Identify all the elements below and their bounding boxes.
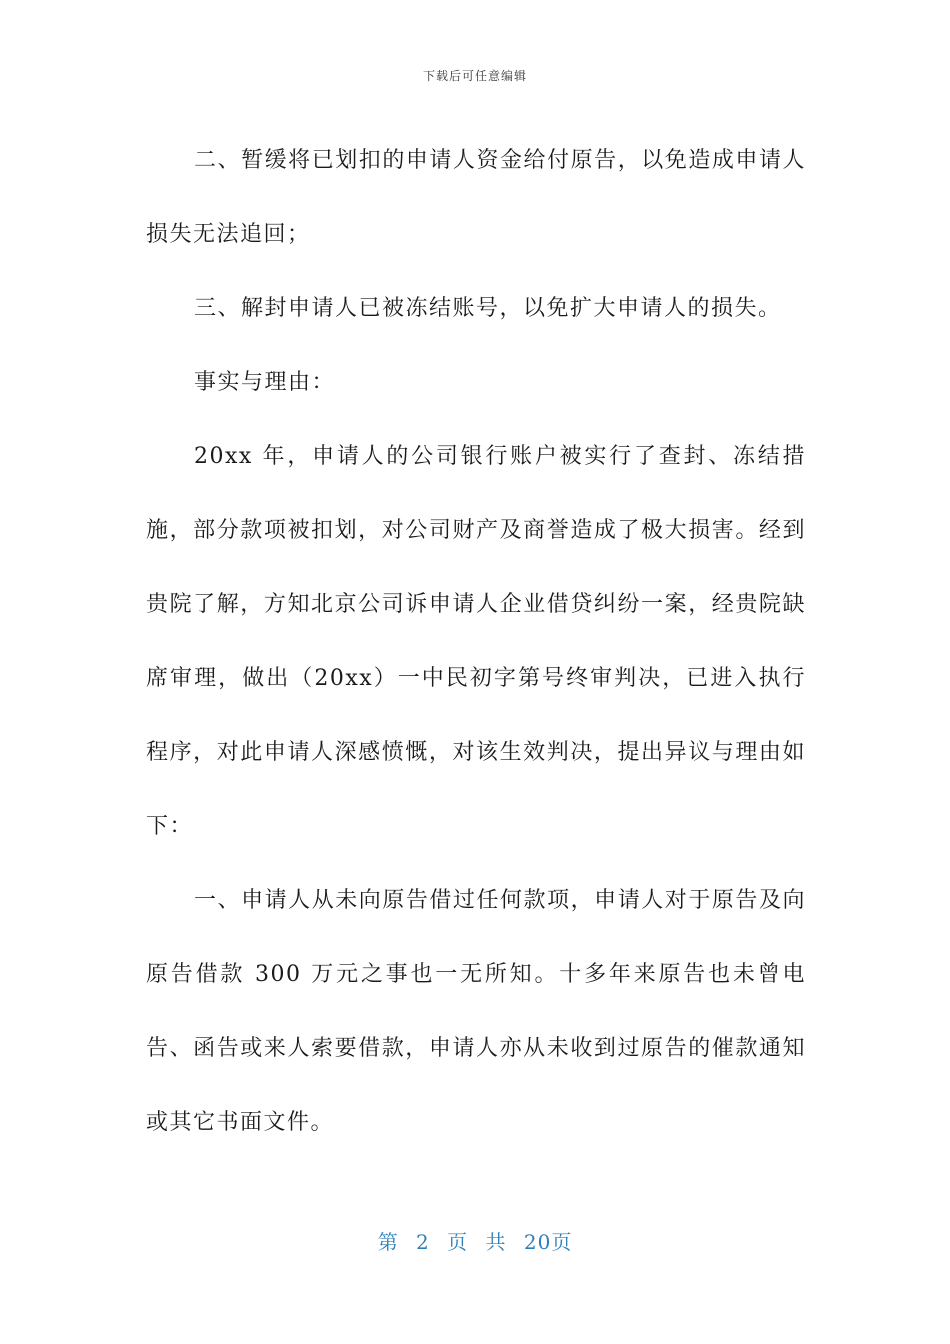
download-editable-note: 下载后可任意编辑 (422, 69, 527, 83)
footer-total-pages: 20 (523, 1230, 552, 1254)
footer-total-label: 共 (485, 1230, 507, 1254)
paragraph-unfreeze-account: 三、解封申请人已被冻结账号，以免扩大申请人的损失。 (194, 296, 782, 321)
paragraph-facts-heading: 事实与理由： (194, 370, 336, 395)
footer-current-page: 2 (416, 1230, 430, 1254)
paragraph-objection-one: 一、申请人从未向原告借过任何款项，申请人对于原告及向原告借款 300 万元之事也一无所知。十多年来原告也未曾电告、函告或来人索要借款，申请人亦从未收到过原告的催款通知或其它书面文件。 (146, 888, 806, 1135)
paragraph-facts-detail: 20xx 年，申请人的公司银行账户被实行了查封、冻结措施，部分款项被扣划，对公司财产及商誉造成了极大损害。经到贵院了解，方知北京公司诉申请人企业借贷纠纷一案，经贵院缺席审理，做出（20xx）一中民初字第号终审判决，已进入执行程序，对此申请人深感愤慨，对该生效判决，提出异议与理由如下： (146, 444, 806, 839)
footer-page-word: 页 (447, 1230, 469, 1254)
page-number-footer (0, 1226, 950, 1255)
paragraph-suspend-payment: 二、暂缓将已划扣的申请人资金给付原告，以免造成申请人损失无法追回； (146, 148, 806, 247)
document-body (146, 124, 806, 1160)
footer-suffix: 页 (551, 1230, 573, 1254)
footer-prefix: 第 (377, 1230, 399, 1254)
